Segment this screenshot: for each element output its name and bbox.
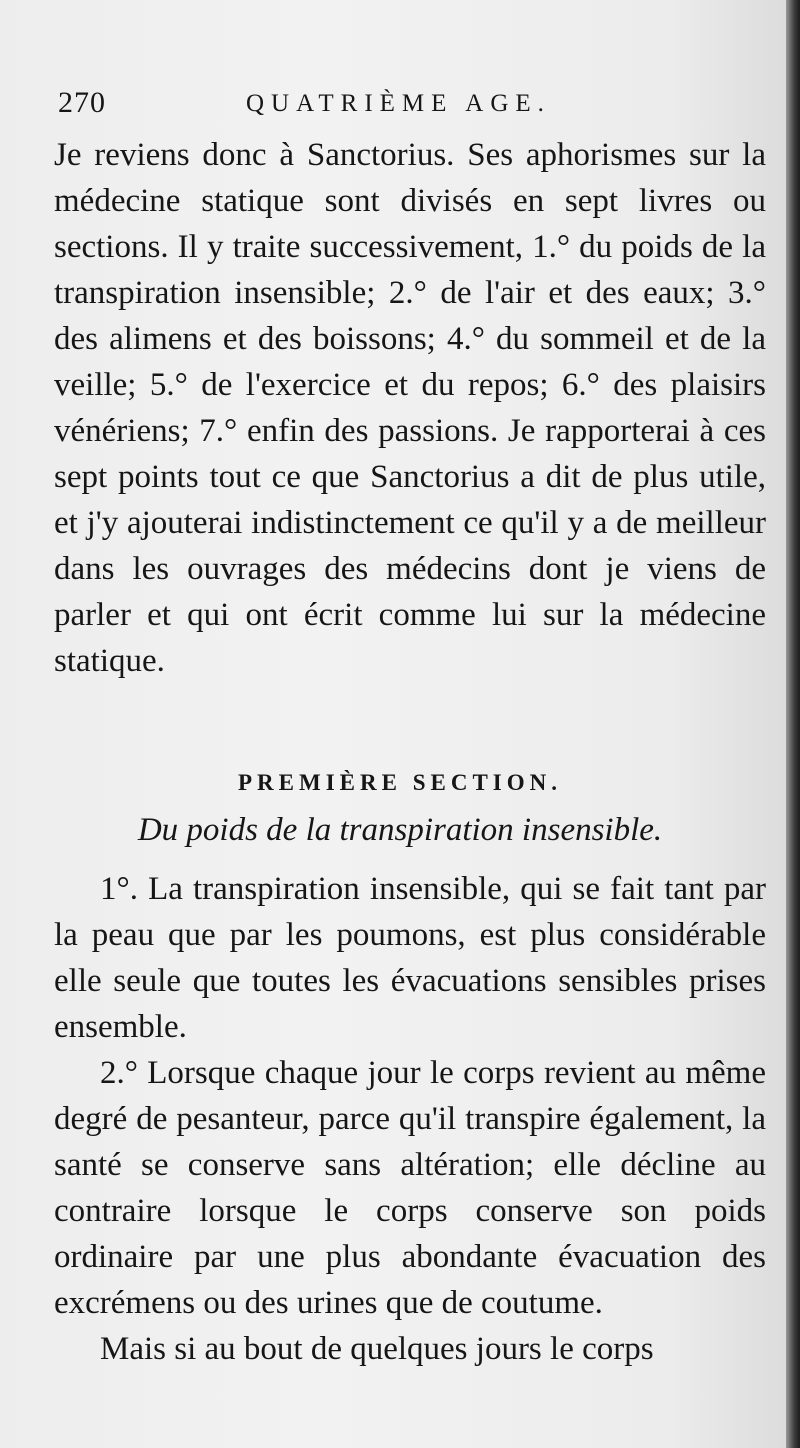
intro-text-block bbox=[54, 132, 766, 684]
section-subtitle: Du poids de la transpiration insensible. bbox=[137, 812, 663, 848]
aphorism-1: 1°. La transpiration insensible, qui se fait tant par la peau que par les poumons, est plus considérable elle seule que toutes les évacuations sensibles prises ensemble. bbox=[54, 871, 766, 1045]
aphorism-3-start: Mais si au bout de quelques jours le corps bbox=[100, 1331, 654, 1367]
aphorism-2: 2.° Lorsque chaque jour le corps revient au même degré de pesanteur, parce qu'il transpire également, la santé se conserve sans altération; elle décline au contraire lorsque le corps conserve son poids ordinaire par une plus abondante évacuation des excrémens ou des urines que de coutume. bbox=[54, 1055, 766, 1321]
book-gutter-shadow bbox=[786, 0, 800, 1448]
page-header bbox=[58, 86, 758, 126]
intro-paragraph: Je reviens donc à Sanctorius. Ses aphorismes sur la médecine statique sont divisés en sept livres ou sections. Il y traite successivement, 1.° du poids de la transpiration insensible; 2.° de l'air et des eaux; 3.° des alimens et des boissons; 4.° du sommeil et de la veille; 5.° de l'exercice et du repos; 6.° des plaisirs vénériens; 7.° enfin des passions. Je rapporterai à ces sept points tout ce que Sanctorius a dit de plus utile, et j'y ajouterai indistinctement ce qu'il y a de meilleur dans les ouvrages des médecins dont je viens de parler et qui ont écrit comme lui sur la médecine statique. bbox=[54, 137, 766, 679]
running-head: QUATRIÈME AGE. bbox=[246, 90, 551, 117]
section-title: PREMIÈRE SECTION. bbox=[238, 770, 562, 795]
aphorisms-text-block bbox=[54, 866, 766, 1372]
page-number: 270 bbox=[58, 86, 106, 119]
